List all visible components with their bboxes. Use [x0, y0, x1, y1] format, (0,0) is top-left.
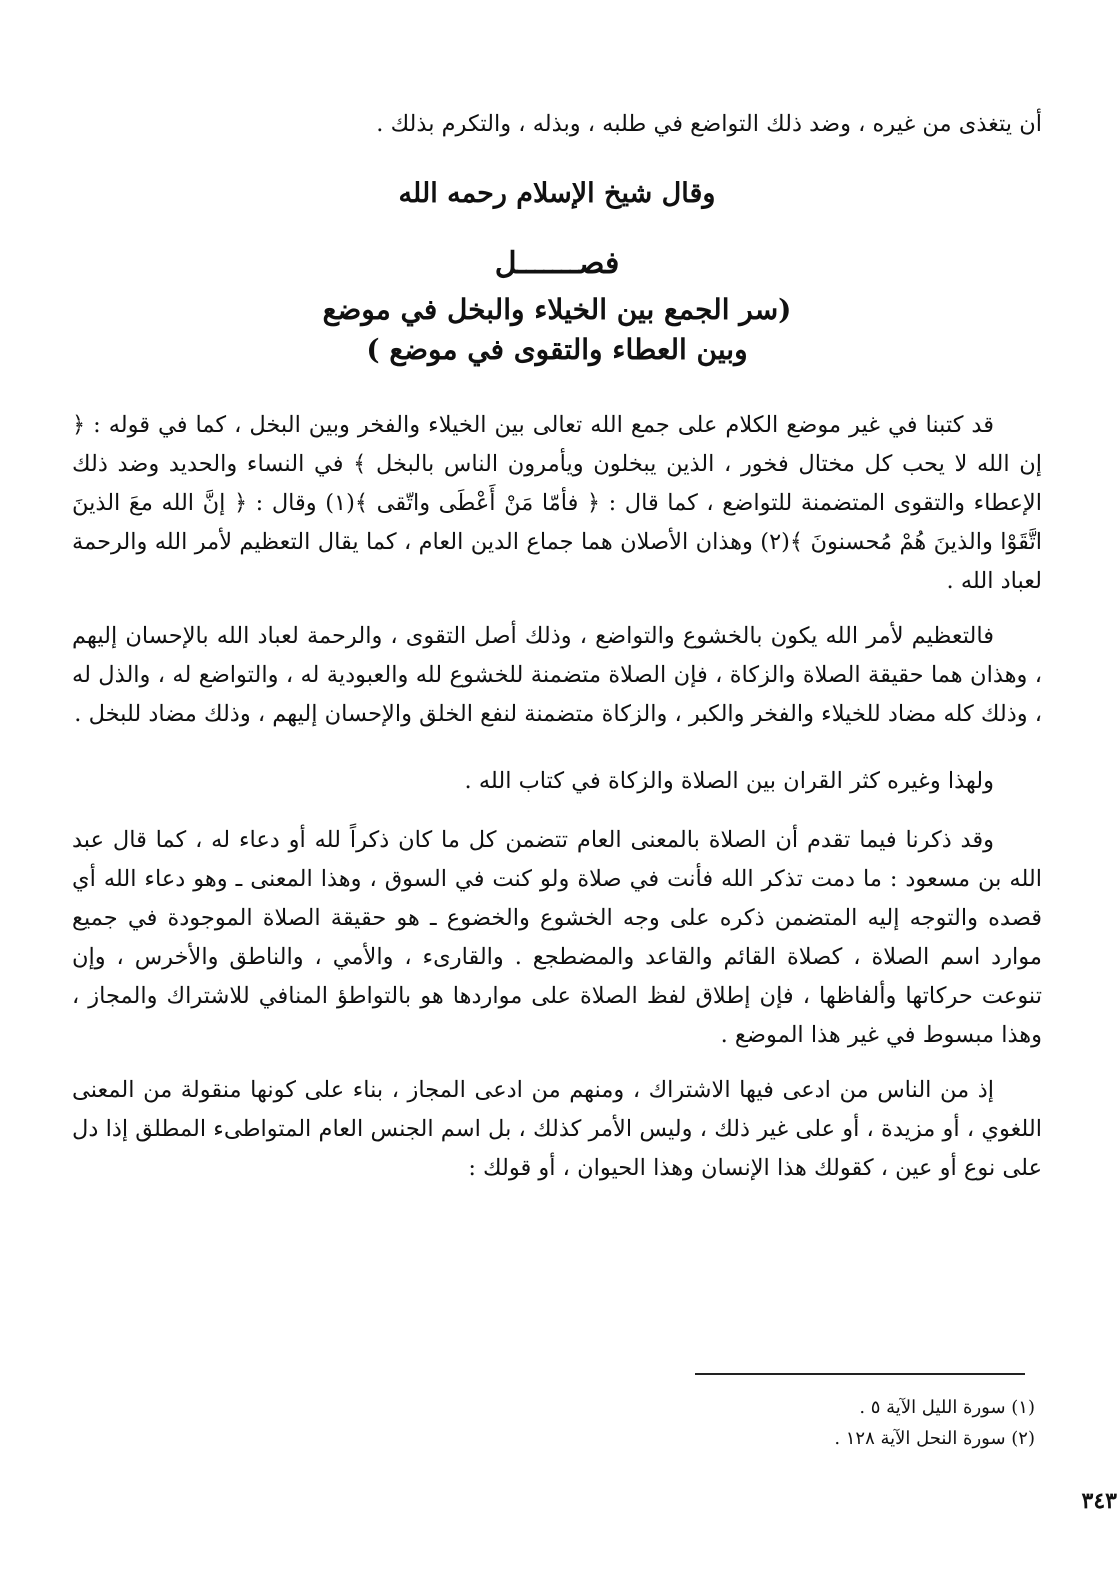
footnote-2: (٢) سورة النحل الآية ١٢٨ .	[834, 1428, 1035, 1449]
paragraph-4: وقد ذكرنا فيما تقدم أن الصلاة بالمعنى العام تتضمن كل ما كان ذكراً لله أو دعاء له ، كما قال عبد الله بن مسعود : ما دمت تذكر الله فأنت في صلاة ولو كنت في السوق ، وهذا المعنى ـ وهو دعاء الله أي قصده والتوجه إليه المتضمن ذكره على وجه الخشوع والخضوع ـ هو حقيقة الصلاة الموجودة في جميع موارد اسم الصلاة ، كصلاة القائم والقاعد والمضطجع . والقارىء ، والأمي ، والناطق والأخرس ، وإن تنوعت حركاتها وألفاظها ، فإن إطلاق لفظ الصلاة على مواردها هو بالتواطؤ المنافي للاشتراك والمجاز ، وهذا مبسوط في غير هذا الموضع .	[72, 827, 1042, 1048]
paragraph-1: قد كتبنا في غير موضع الكلام على جمع الله تعالى بين الخيلاء والفخر وبين البخل ، كما في قوله : ﴿ إن الله لا يحب كل مختال فخور ، الذين يبخلون ويأمرون الناس بالبخل ﴾ في النساء والحديد وضد ذلك الإعطاء والتقوى المتضمنة للتواضع ، كما قال : ﴿ فأمّا مَنْ أَعْطَى واتّقى ﴾(١) وقال : ﴿ إنَّ الله معَ الذينَ اتَّقَوْا والذينَ هُمْ مُحسنونَ ﴾(٢) وهذان الأصلان هما جماع الدين العام ، كما يقال التعظيم لأمر الله والرحمة لعباد الله .	[72, 412, 1043, 594]
heading-fasl: فصـــــــل	[494, 246, 620, 281]
page-body	[72, 105, 1042, 1188]
paragraph-5: إذ من الناس من ادعى فيها الاشتراك ، ومنهم من ادعى المجاز ، بناء على كونها منقولة من المعنى اللغوي ، أو مزيدة ، أو على غير ذلك ، وليس الأمر كذلك ، بل اسم الجنس العام المتواطىء المطلق إذا دل على نوع أو عين ، كقولك هذا الإنسان وهذا الحيوان ، أو قولك :	[72, 1077, 1042, 1181]
subtitle-line-2: وبين العطاء والتقوى في موضع )	[366, 333, 748, 366]
subtitle-line-1: (سر الجمع بين الخيلاء والبخل في موضع	[322, 293, 792, 326]
footnote-1: (١) سورة الليل الآية ٥ .	[859, 1397, 1035, 1418]
page-number: ٣٤٣	[1081, 1488, 1117, 1514]
heading-shaykh: وقال شيخ الإسلام رحمه الله	[398, 178, 716, 209]
footnotes	[535, 1392, 1035, 1454]
lead-text: أن يتغذى من غيره ، وضد ذلك التواضع في طلبه ، وبذله ، والتكرم بذلك .	[376, 111, 1042, 137]
paragraph-3: ولهذا وغيره كثر القران بين الصلاة والزكاة في كتاب الله .	[464, 768, 994, 794]
footnote-divider	[695, 1373, 1025, 1375]
paragraph-2: فالتعظيم لأمر الله يكون بالخشوع والتواضع ، وذلك أصل التقوى ، والرحمة لعباد الله بالإحسان إليهم ، وهذان هما حقيقة الصلاة والزكاة ، فإن الصلاة متضمنة للخشوع لله والعبودية له ، والتواضع له ، والذل له ، وذلك كله مضاد للخيلاء والفخر والكبر ، والزكاة متضمنة لنفع الخلق والإحسان إليهم ، وذلك مضاد للبخل .	[72, 623, 1042, 727]
